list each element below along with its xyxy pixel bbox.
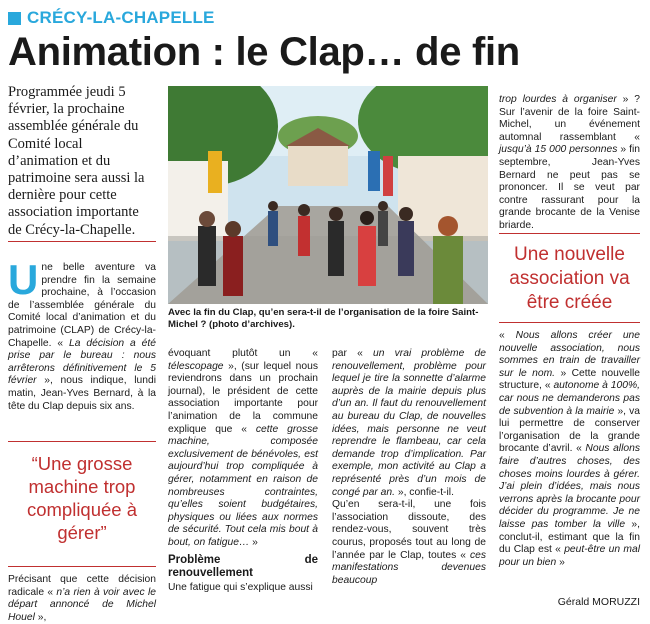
text-run-italic: télescopage bbox=[168, 360, 224, 372]
column-4-bottom bbox=[499, 330, 640, 569]
text-run: Qu’en sera-t-il, une fois l’association dissoute, des rendez-vous, souvent très courus, proposés tout au long de l’année par le Clap, toutes « bbox=[332, 499, 486, 561]
divider bbox=[499, 322, 640, 323]
column-2 bbox=[168, 348, 318, 594]
column-3 bbox=[332, 348, 486, 587]
text-run: Précisant que cette décision radicale « bbox=[8, 574, 156, 598]
photo-caption: Avec la fin du Clap, qu’en sera-t-il de l’organisation de la foire Saint-Michel ? (photo d’archives). bbox=[168, 307, 479, 330]
kicker-square-icon bbox=[8, 12, 21, 25]
divider bbox=[8, 441, 156, 442]
text-run: » fin septembre, Jean-Yves Bernard ne peut pas se prononcer. Il se veut par contre rassurant pour la grande brocante de la Venise briarde. bbox=[499, 144, 640, 231]
text-run-italic: n’a rien à voir avec le départ annoncé de Michel Houel bbox=[8, 586, 156, 623]
text-run-italic: trop lourdes à organiser bbox=[499, 94, 617, 105]
text-run: » Cette nouvelle structure, « bbox=[499, 367, 640, 392]
divider bbox=[8, 241, 156, 242]
section-kicker bbox=[8, 8, 215, 28]
text-run: évoquant plutôt un « bbox=[168, 348, 318, 359]
text-run: « bbox=[499, 330, 516, 341]
text-run-italic: cette grosse machine, composée exclusivement de bénévoles, est aujourd’hui trop compliquée à gérer, notamment en raison de nombreuses contraintes, qu’elles soient budgétaires, physiques ou liées aux normes de sécurité. Tout cela mis bout à bout, on fatigue… bbox=[168, 423, 318, 548]
text-run: », confie-t-il. bbox=[394, 486, 454, 498]
subheading-large: Une nouvelle association va être créée bbox=[509, 244, 630, 313]
text-run: par « bbox=[332, 348, 373, 359]
text-run: » bbox=[556, 556, 565, 568]
drop-cap: U bbox=[8, 256, 39, 303]
kicker-text: CRÉCY-LA-CHAPELLE bbox=[27, 8, 215, 27]
column-1-top bbox=[8, 256, 156, 413]
column-4-top bbox=[499, 94, 640, 233]
text-run: ne belle aventure va prendre fin la semaine prochaine, à l’occasion de l’assemblée générale du Comité local d’animation et du patrimoine (CLAP) de Crécy-la-Chapelle. « bbox=[8, 262, 156, 349]
subheading: Problème de renouvellement bbox=[168, 553, 318, 579]
text-run: », bbox=[34, 611, 47, 623]
text-run-italic: autonome à 100%, car nous ne demanderons pas de subvention à la mairie bbox=[499, 380, 640, 417]
text-run-italic: ces manifestations devenues beaucoup bbox=[332, 549, 486, 586]
text-run-italic: jusqu’à 15 000 personnes bbox=[499, 144, 618, 156]
column-1-bottom bbox=[8, 574, 156, 624]
text-run-italic: un vrai problème de renouvellement, problème pour lequel je tire la sonnette d’alarme auprès de la mairie depuis plus d’un an. Il faut du renouvellement au bureau du Clap, de nouvelles idées, mais personne ne veut reprendre le flambeau, car cela demande trop d’implication. Par exemple, mon activité au Clap a représenté près d’un mois de congé par an. bbox=[332, 348, 486, 498]
divider bbox=[8, 566, 156, 567]
text-run: », nous indique, lundi matin, Jean-Yves Bernard, à la tête du Clap depuis six ans. bbox=[8, 375, 156, 412]
divider bbox=[499, 233, 640, 234]
article-photo bbox=[168, 86, 488, 304]
text-run-italic: Nous allons faire d’autres choses, des choses moins lourdes à gérer. J’ai plein d’idées, mais nous verrons après la brocante pour décider du programme. Je ne laisse pas tomber la ville bbox=[499, 443, 640, 530]
text-run-italic: La décision a été prise par le bureau : nous arrêterons définitivement le 5 février bbox=[8, 337, 156, 387]
text-run: Une fatigue qui s’explique aussi bbox=[168, 581, 313, 593]
headline: Animation : le Clap… de fin bbox=[8, 30, 520, 74]
text-run-italic: Nous allons créer une nouvelle association, nous sommes en train de travailler sur le nom. bbox=[499, 330, 640, 379]
author-signature: Gérald MORUZZI bbox=[557, 596, 640, 608]
text-run: » bbox=[249, 536, 258, 548]
text-run: » ? Sur l’avenir de la foire Saint-Michel, un événement automnal rassemblant « bbox=[499, 94, 640, 143]
text-run: », (sur lequel nous reviendrons dans un prochain journal), le président de cette association importante pour l’animation de la commune explique que « bbox=[168, 360, 318, 435]
lead-paragraph: Programmée jeudi 5 février, la prochaine assemblée générale du Comité local d’animation et du patrimoine sera aussi la dernière pour cette association importante de Crécy-la-Chapelle. bbox=[8, 84, 145, 238]
text-run: », va lui permettre de conserver l’organisation de la grande brocante d’avril. « bbox=[499, 405, 641, 455]
text-run-italic: peut-être un mal pour un bien bbox=[499, 544, 640, 568]
text-run: », conclut-il, estimant que la fin du Clap est « bbox=[499, 518, 641, 556]
street-scene-image bbox=[168, 86, 488, 304]
pull-quote: “Une grosse machine trop compliquée à gérer” bbox=[26, 453, 138, 543]
